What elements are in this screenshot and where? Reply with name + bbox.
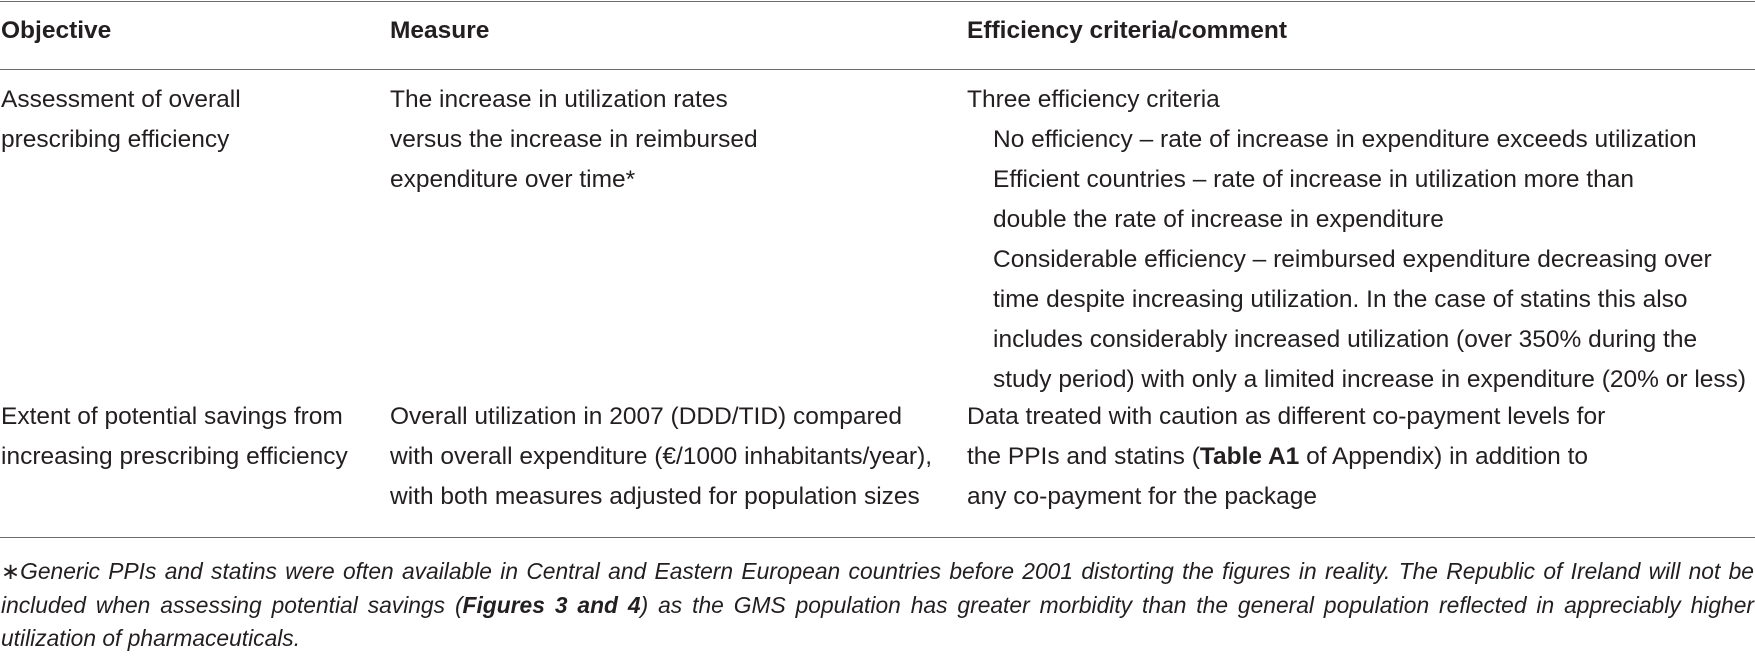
row2-measure-line: with overall expenditure (€/1000 inhabitants/year), xyxy=(390,443,933,470)
header-efficiency-criteria: Efficiency criteria/comment xyxy=(967,17,1287,44)
row1-measure-line: versus the increase in reimbursed xyxy=(390,126,758,153)
row1-objective-line: Assessment of overall xyxy=(1,86,241,113)
table-bottom-rule xyxy=(0,537,1755,538)
row1-criteria-line: study period) with only a limited increase in expenditure (20% or less) xyxy=(993,366,1747,393)
row2-measure-line: with both measures adjusted for population sizes xyxy=(390,483,920,510)
footnote-text: ) as the GMS population has greater morbidity than the general population reflected in appreciably higher utilization of pharmaceuticals. xyxy=(1,591,1754,651)
row2-objective-line: increasing prescribing efficiency xyxy=(1,443,348,470)
row2-objective xyxy=(1,397,348,477)
row1-criteria-line: Considerable efficiency – reimbursed expenditure decreasing over xyxy=(993,246,1712,273)
footnote-text: Generic PPIs and statins were often available in Central and Eastern European countries before 2001 distorting the figures in reality. The Republic of Ireland will not be included when assessing potential savings ( xyxy=(1,558,1754,618)
row2-criteria-line: Data treated with caution as different co-payment levels for xyxy=(967,403,1606,430)
row1-criteria-line: time despite increasing utilization. In the case of statins this also xyxy=(993,286,1688,313)
row2-objective-line: Extent of potential savings from xyxy=(1,403,343,430)
row1-criteria-list xyxy=(993,120,1746,400)
row2-measure-line: Overall utilization in 2007 (DDD/TID) compared xyxy=(390,403,902,430)
header-measure: Measure xyxy=(390,17,490,44)
row1-criteria-line: includes considerably increased utilization (over 350% during the xyxy=(993,326,1698,353)
table-footnote xyxy=(1,555,1754,656)
row1-measure xyxy=(390,80,758,200)
footnote-marker: ∗ xyxy=(1,558,21,584)
row2-measure xyxy=(390,397,932,517)
row1-objective-line: prescribing efficiency xyxy=(1,126,230,153)
row1-criteria-intro: Three efficiency criteria xyxy=(967,86,1220,113)
criteria-text: of Appendix) in addition to xyxy=(1299,443,1589,470)
figures-reference[interactable]: Figures 3 and 4 xyxy=(462,591,641,618)
row1-criteria-line: Efficient countries – rate of increase in utilization more than xyxy=(993,166,1634,193)
table-a1-reference[interactable]: Table A1 xyxy=(1199,443,1300,470)
row2-criteria xyxy=(967,397,1605,517)
row2-criteria-line xyxy=(967,437,1605,477)
criteria-text: the PPIs and statins ( xyxy=(967,443,1200,470)
row1-criteria-line: No efficiency – rate of increase in expenditure exceeds utilization xyxy=(993,126,1697,153)
row1-measure-line: The increase in utilization rates xyxy=(390,86,728,113)
header-objective: Objective xyxy=(1,17,112,44)
table-top-rule xyxy=(0,1,1755,2)
row2-criteria-line: any co-payment for the package xyxy=(967,483,1318,510)
row1-objective xyxy=(1,80,241,160)
row1-measure-line: expenditure over time* xyxy=(390,166,636,193)
header-rule xyxy=(0,69,1755,70)
row1-criteria-line: double the rate of increase in expenditure xyxy=(993,206,1444,233)
